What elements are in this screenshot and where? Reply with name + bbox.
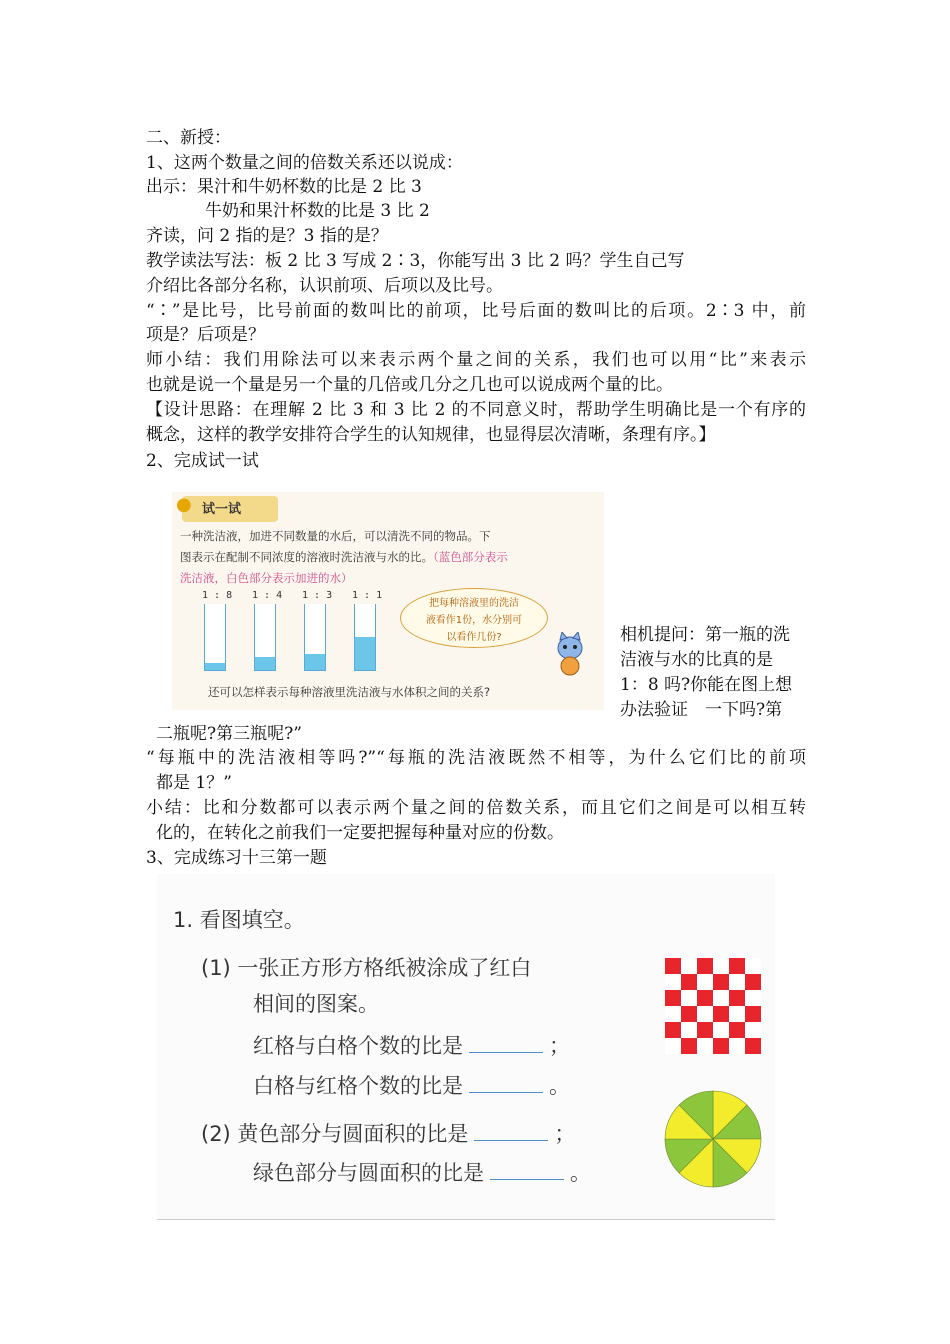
question-text: (2) 黄色部分与圆面积的比是 [201, 1122, 469, 1146]
grid-cell [745, 1022, 761, 1038]
grid-cell [697, 990, 713, 1006]
try-it-title: 试一试 [202, 502, 242, 517]
text-line: 牛奶和果汁杯数的比是 3 比 2 [205, 201, 430, 221]
grid-cell [697, 958, 713, 974]
side-text: 1：8 吗?你能在图上想 [620, 675, 793, 695]
question-text: 红格与白格个数的比是 [253, 1034, 463, 1058]
question-text: 白格与红格个数的比是 [253, 1074, 463, 1098]
grid-cell [729, 1038, 745, 1054]
exercise-text [253, 1030, 570, 1060]
text-line: 教学读法写法：板 2 比 3 写成 2∶3，你能写出 3 比 2 吗？学生自己写 [146, 251, 685, 271]
question-text: 绿色部分与圆面积的比是 [253, 1161, 484, 1185]
grid-cell [697, 1022, 713, 1038]
side-text: 洁液与水的比真的是 [620, 650, 773, 670]
bubble-text: 液看作1份，水分别可 [425, 615, 523, 626]
side-text: 相机提问：第一瓶的洗 [620, 625, 790, 645]
speech-bubble [400, 588, 548, 648]
grid-cell [729, 1006, 745, 1022]
grid-cell [713, 1006, 729, 1022]
grid-cell [713, 1022, 729, 1038]
grid-cell [713, 958, 729, 974]
grid-cell [745, 974, 761, 990]
text-line: 齐读，问 2 指的是？3 指的是？ [146, 226, 388, 246]
punctuation: ； [554, 1122, 576, 1146]
punctuation: 。 [549, 1074, 570, 1098]
grid-cell [713, 1038, 729, 1054]
grid-cell [745, 990, 761, 1006]
detergent-fill [205, 663, 225, 670]
intro-text: 图表示在配制不同浓度的溶液时洗洁液与水的比。 [180, 550, 433, 564]
intro-text: 一种洗洁液，加进不同数量的水后，可以清洗不同的物品。下 [180, 529, 491, 543]
bottle-ratio-label: 1 : 1 [352, 590, 383, 601]
bubble-text: 以看作几份? [446, 632, 502, 643]
grid-cell [713, 990, 729, 1006]
bottle-ratio-label: 1 : 3 [302, 590, 333, 601]
cartoon-cat-icon [552, 632, 588, 676]
bottle [204, 604, 226, 671]
bottle-ratio-label: 1 : 4 [252, 590, 283, 601]
grid-cell [729, 958, 745, 974]
exercise-text [253, 1070, 570, 1100]
exercise-figure [157, 874, 775, 1220]
grid-cell [681, 1006, 697, 1022]
section-heading: 2、完成试一试 [146, 451, 259, 471]
summary-line: 小结：比和分数都可以表示两个量之间的倍数关系，而且它们之间是可以相互转 [146, 798, 806, 818]
try-it-intro [180, 526, 594, 589]
side-text: 办法验证 一下吗?第 [620, 700, 783, 720]
grid-cell [745, 1038, 761, 1054]
checkerboard-grid [665, 958, 761, 1054]
summary-line: 化的，在转化之前我们一定要把握每种量对应的份数。 [156, 823, 564, 843]
text-line: 都是 1？” [156, 773, 232, 793]
design-note: 概念，这样的教学安排符合学生的认知规律，也显得层次清晰，条理有序。】 [146, 425, 716, 445]
text-line: “∶”是比号，比号前面的数叫比的前项，比号后面的数叫比的后项。2∶3 中，前 [146, 301, 806, 321]
section-heading: 二、新授： [146, 128, 231, 148]
grid-cell [681, 990, 697, 1006]
grid-cell [729, 990, 745, 1006]
text-line: “每瓶中的洗洁液相等吗?”“每瓶的洗洁液既然不相等，为什么它们比的前项 [146, 748, 806, 768]
text-line: 也就是说一个量是另一个量的几倍或几分之几也可以说成两个量的比。 [146, 375, 673, 395]
intro-highlight: 洗洁液，白色部分表示加进的水） [180, 571, 353, 585]
grid-cell [745, 958, 761, 974]
grid-cell [681, 958, 697, 974]
grid-cell [697, 1006, 713, 1022]
punctuation: 。 [570, 1161, 591, 1185]
text-line: 二瓶呢?第三瓶呢?” [156, 724, 302, 744]
answer-blank[interactable] [469, 1034, 543, 1053]
detergent-fill [305, 654, 325, 671]
detergent-fill [355, 637, 375, 670]
grid-cell [729, 1022, 745, 1038]
answer-blank[interactable] [469, 1074, 543, 1093]
grid-cell [681, 974, 697, 990]
grid-cell [729, 974, 745, 990]
text-line: 师小结：我们用除法可以来表示两个量之间的关系，我们也可以用“比”来表示 [146, 350, 806, 370]
bottle [254, 604, 276, 671]
exercise-heading: 1. 看图填空。 [173, 908, 305, 932]
grid-cell [665, 990, 681, 1006]
answer-blank[interactable] [490, 1161, 564, 1180]
exercise-text [201, 1118, 575, 1148]
exercise-text [253, 1157, 591, 1187]
punctuation: ； [549, 1034, 570, 1058]
text-line: 出示：果汁和牛奶杯数的比是 2 比 3 [146, 177, 422, 197]
bottle-ratio-label: 1 : 8 [202, 590, 233, 601]
grid-cell [713, 974, 729, 990]
exercise-text: 相间的图案。 [253, 992, 379, 1016]
bottle [304, 604, 326, 671]
grid-cell [697, 1038, 713, 1054]
text-line: 项是？后项是？ [146, 325, 265, 345]
try-it-figure [172, 492, 604, 710]
pie-circle [663, 1089, 763, 1189]
grid-cell [665, 1006, 681, 1022]
text-line: 1、这两个数量之间的倍数关系还以说成： [146, 153, 463, 173]
try-it-question: 还可以怎样表示每种溶液里洗洁液与水体积之间的关系? [208, 685, 491, 699]
design-note: 【设计思路：在理解 2 比 3 和 3 比 2 的不同意义时，帮助学生明确比是一个有序的 [146, 400, 806, 420]
grid-cell [697, 974, 713, 990]
grid-cell [665, 958, 681, 974]
grid-cell [665, 1022, 681, 1038]
grid-cell [665, 1038, 681, 1054]
bottle [354, 604, 376, 671]
intro-highlight: （蓝色部分表示 [433, 550, 508, 564]
grid-cell [745, 1006, 761, 1022]
detergent-fill [255, 657, 275, 670]
exercise-text: (1) 一张正方形方格纸被涂成了红白 [201, 956, 532, 980]
answer-blank[interactable] [474, 1122, 548, 1141]
bubble-text: 把每种溶液里的洗洁 [429, 598, 519, 609]
grid-cell [681, 1022, 697, 1038]
grid-cell [681, 1038, 697, 1054]
section-heading: 3、完成练习十三第一题 [146, 848, 327, 868]
text-line: 介绍比各部分名称，认识前项、后项以及比号。 [146, 276, 503, 296]
grid-cell [665, 974, 681, 990]
lightbulb-icon: ● [176, 494, 192, 515]
